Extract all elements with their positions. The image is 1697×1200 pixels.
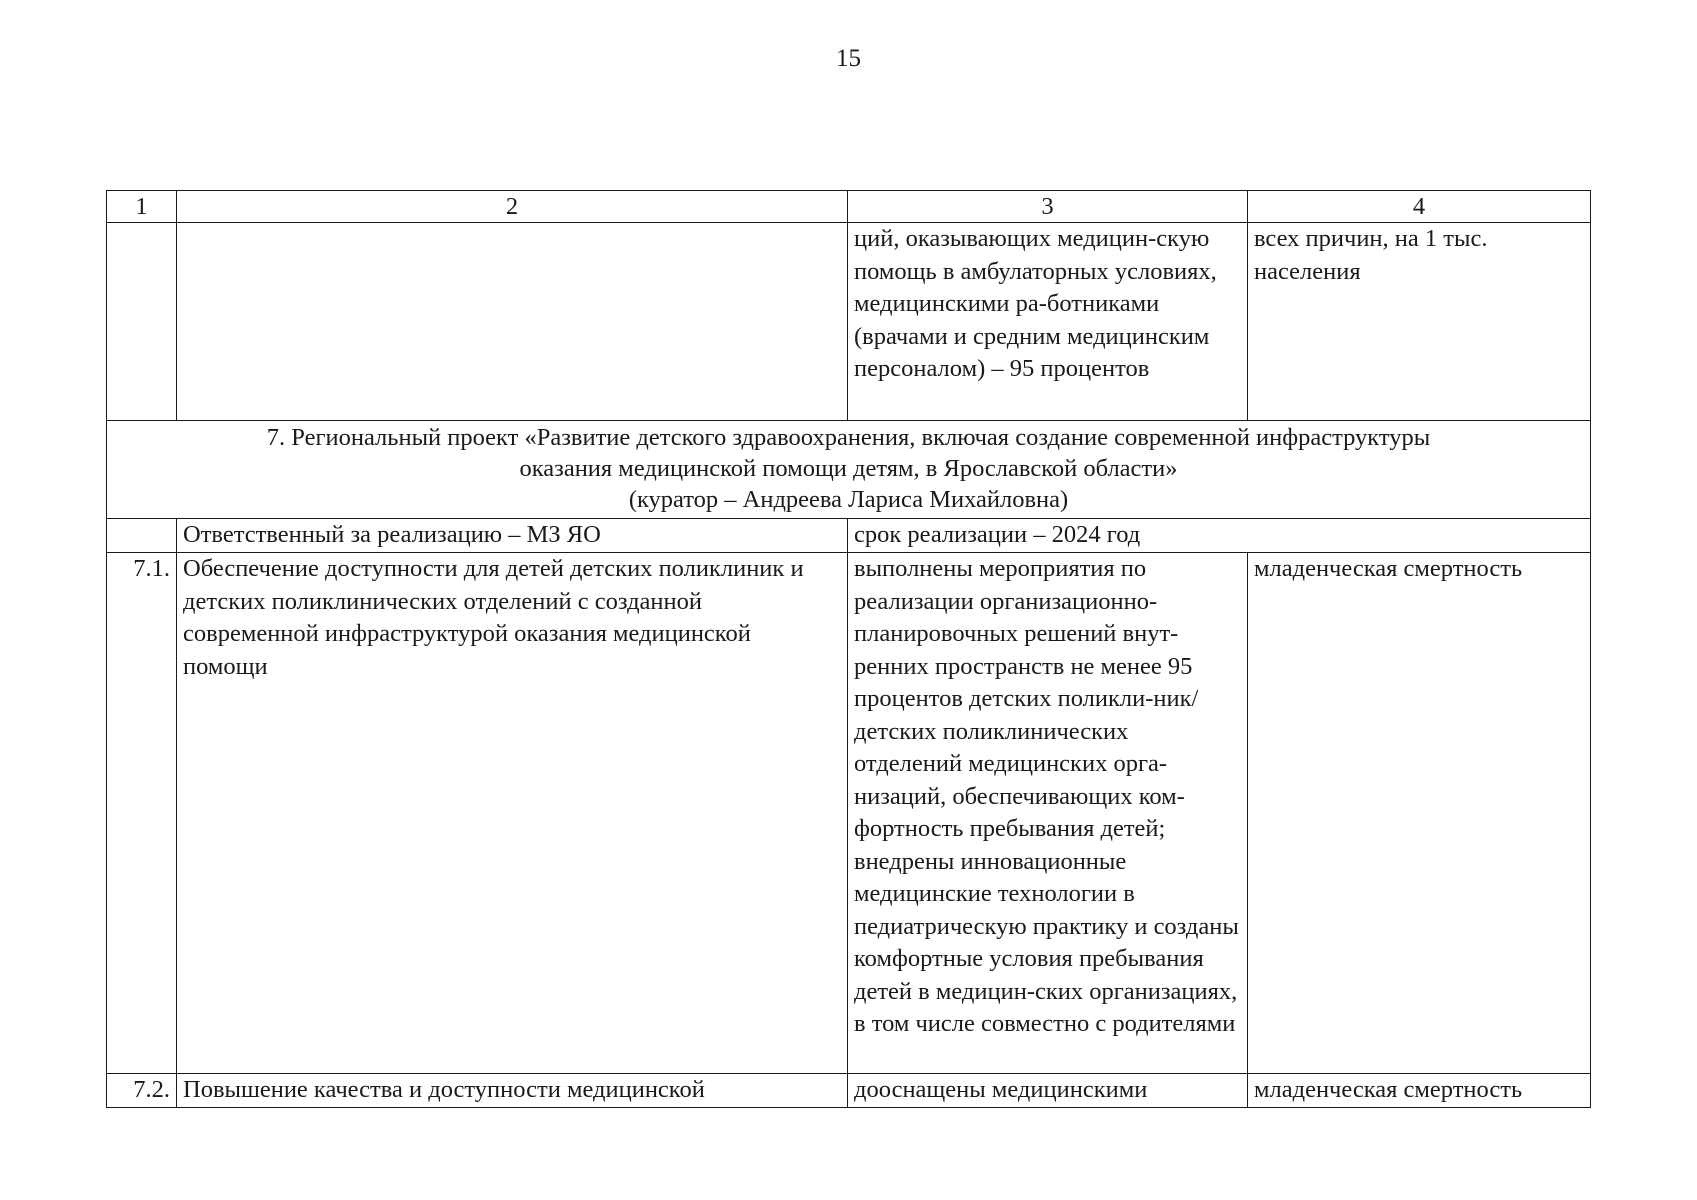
responsible-cell: Ответственный за реализацию – МЗ ЯО xyxy=(177,519,848,553)
empty-cell xyxy=(177,223,848,421)
empty-cell xyxy=(107,223,177,421)
deadline-cell: срок реализации – 2024 год xyxy=(848,519,1591,553)
document-table xyxy=(106,190,1591,1108)
section-title-line-1: 7. Региональный проект «Развитие детского здравоохранения, включая создание современной инфраструктуры xyxy=(266,424,1431,451)
continuation-result-cell: ций, оказывающих медицин-скую помощь в амбулаторных условиях, медицинскими ра-ботниками (врачами и средним медицинским персоналом) – 95 процентов xyxy=(848,223,1248,421)
section-row xyxy=(107,421,1591,519)
section-title-line-2: оказания медицинской помощи детям, в Ярославской области» xyxy=(519,455,1178,482)
table-row xyxy=(107,223,1591,421)
responsible-row xyxy=(107,519,1591,553)
section-title-cell xyxy=(107,421,1591,519)
header-cell-2: 2 xyxy=(177,191,848,223)
task-cell: Повышение качества и доступности медицинской xyxy=(177,1074,848,1108)
table-row xyxy=(107,1074,1591,1108)
indicator-cell: младенческая смертность xyxy=(1248,553,1591,1074)
row-number: 7.2. xyxy=(107,1074,177,1108)
header-cell-1: 1 xyxy=(107,191,177,223)
indicator-cell: младенческая смертность xyxy=(1248,1074,1591,1108)
page-number: 15 xyxy=(836,45,861,72)
result-cell: выполнены мероприятия по реализации организационно-планировочных решений внут-ренних пространств не менее 95 процентов детских поликли-ник/ детских поликлинических отделений медицинских орга-низаций, обеспечивающих ком-фортность пребывания детей; внедрены инновационные медицинские технологии в педиатрическую практику и созданы комфортные условия пребывания детей в медицин-ских организациях, в том числе совместно с родителями xyxy=(848,553,1248,1074)
header-cell-3: 3 xyxy=(848,191,1248,223)
section-curator: (куратор – Андреева Лариса Михайловна) xyxy=(628,486,1069,513)
table-header-row xyxy=(107,191,1591,223)
row-number: 7.1. xyxy=(107,553,177,1074)
header-cell-4: 4 xyxy=(1248,191,1591,223)
table-row xyxy=(107,553,1591,1074)
result-cell: дооснащены медицинскими xyxy=(848,1074,1248,1108)
task-cell: Обеспечение доступности для детей детских поликлиник и детских поликлинических отделений с созданной современной инфраструктурой оказания медицинской помощи xyxy=(177,553,848,1074)
continuation-indicator-cell: всех причин, на 1 тыс. населения xyxy=(1248,223,1591,421)
empty-cell xyxy=(107,519,177,553)
